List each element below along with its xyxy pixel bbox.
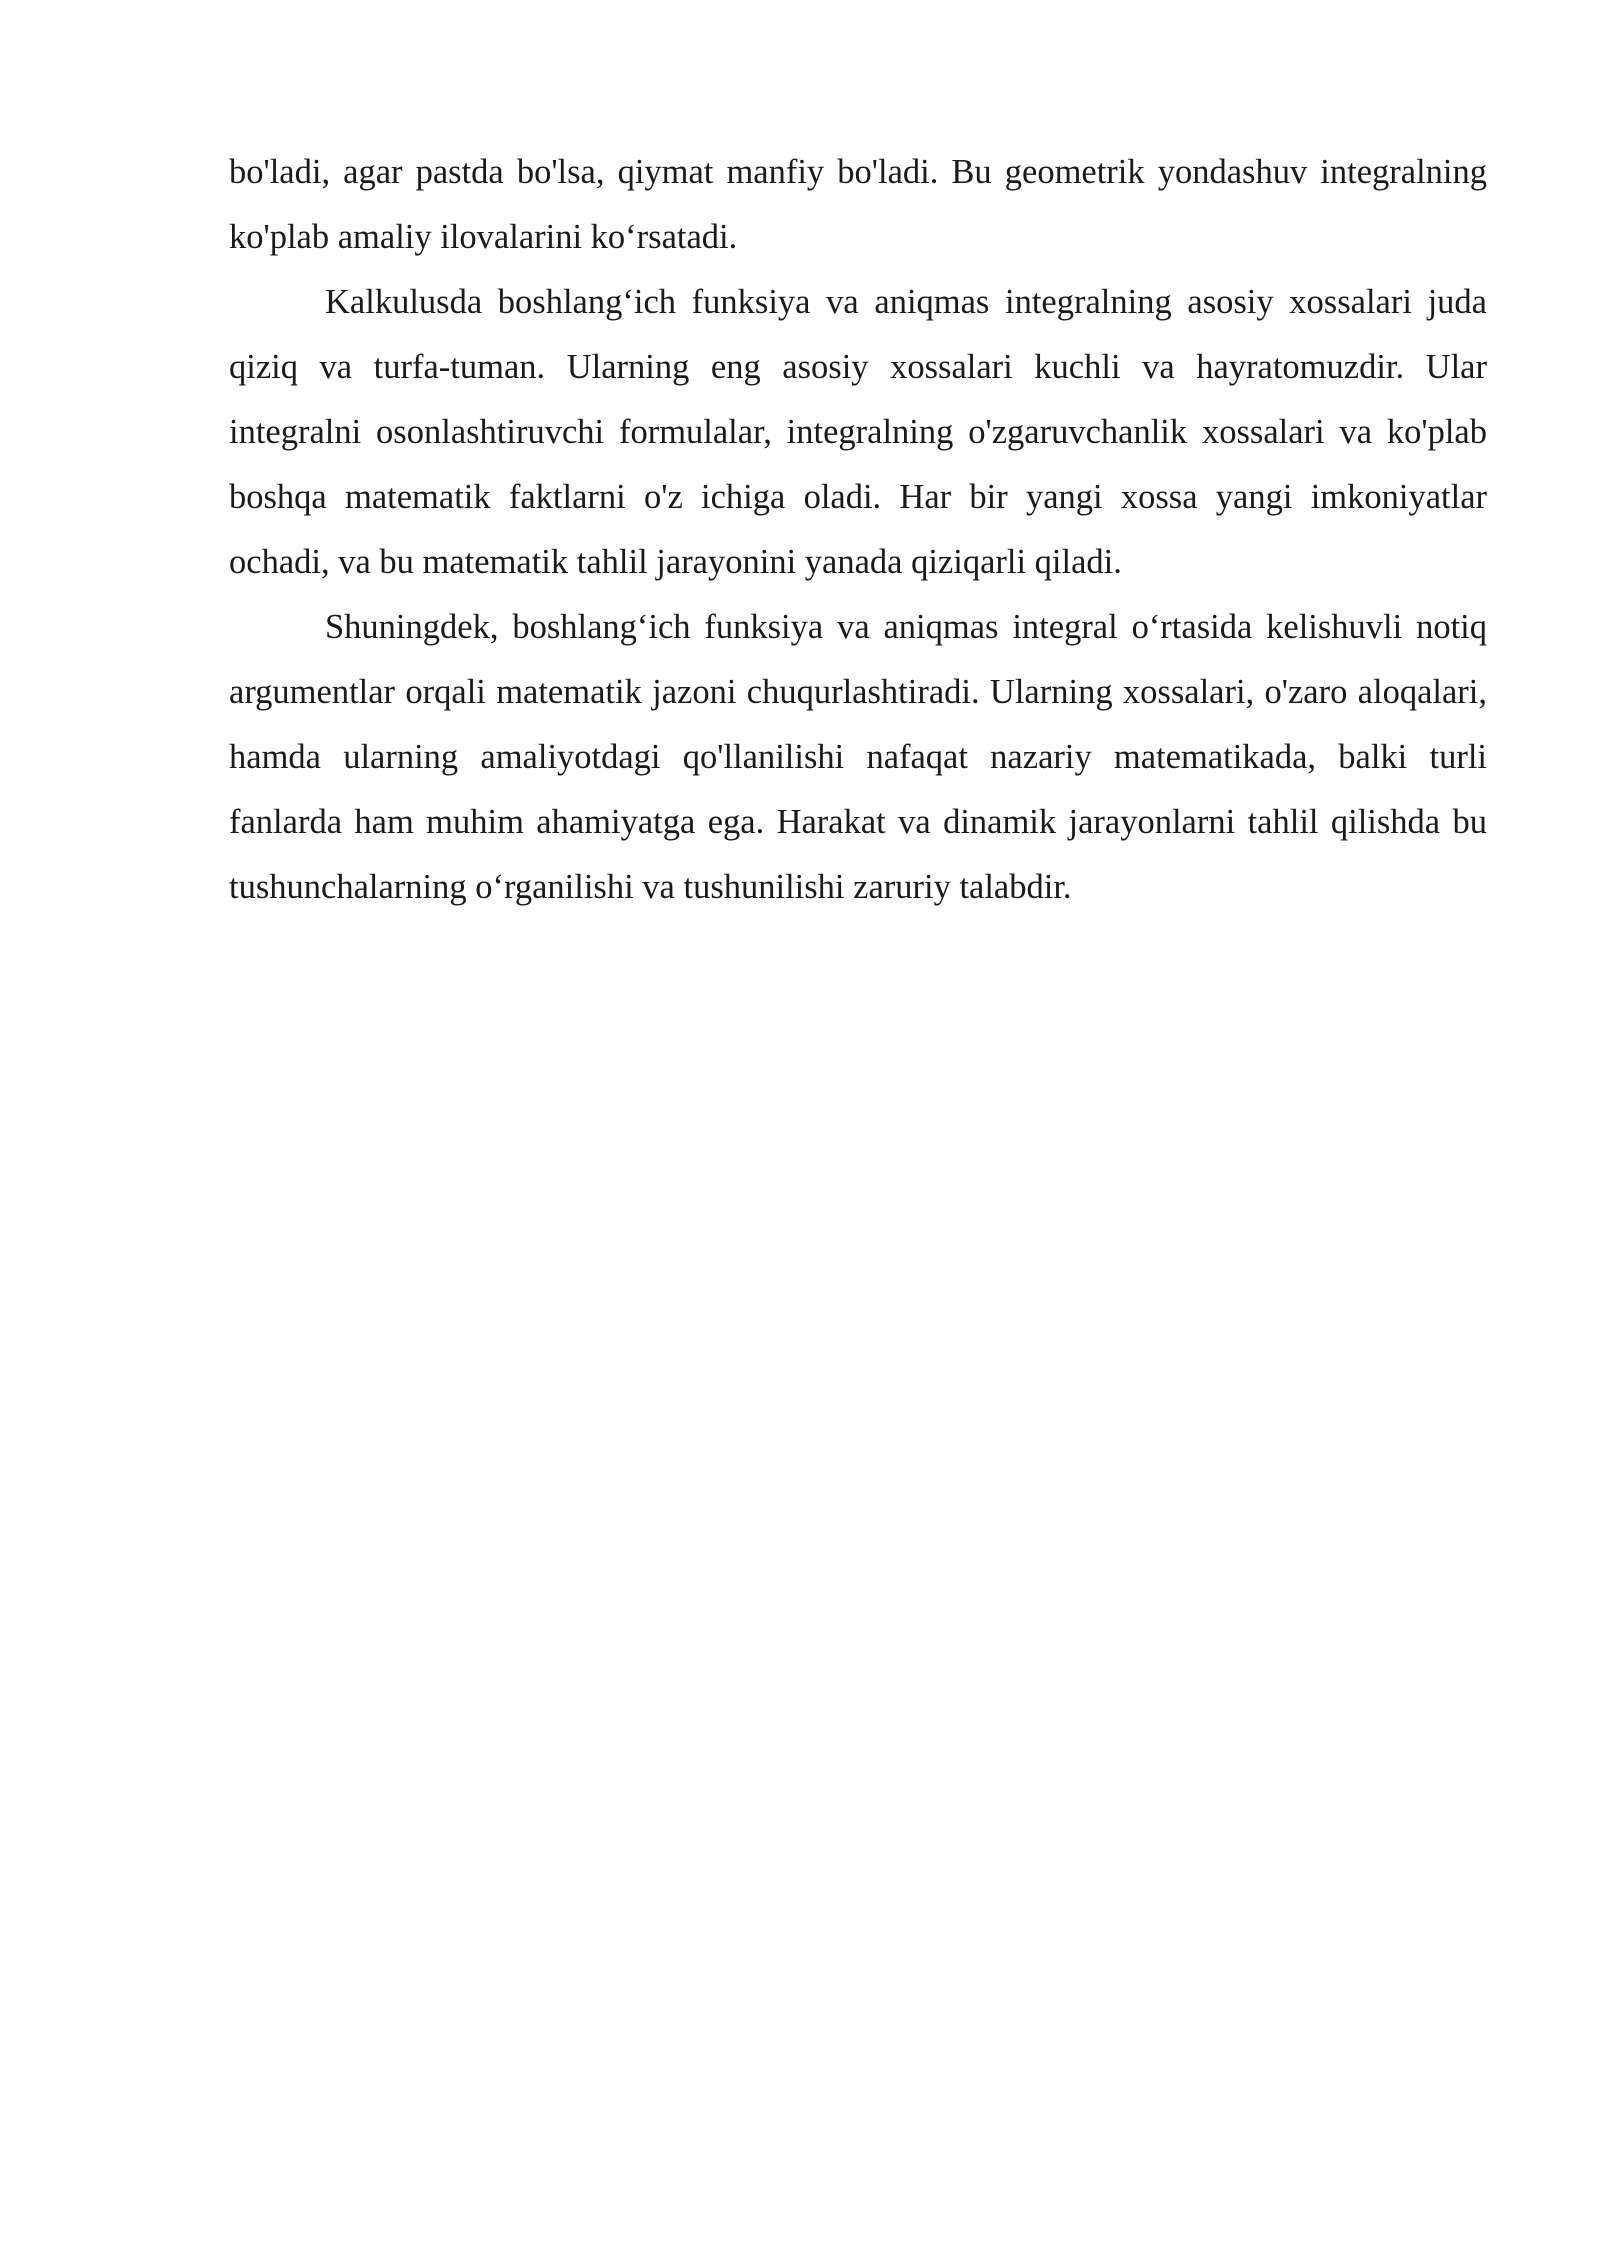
paragraph-conclusion: Shuningdek, boshlang‘ich funksiya va aniqmas integral o‘rtasida kelishuvli notiq argumentlar orqali matematik jazoni chuqurlashtiradi. Ularning xossalari, o'zaro aloqalari, hamda ularning amaliyotdagi qo'llanilishi nafaqat nazariy matematikada, balki turli fanlarda ham muhim ahamiyatga ega. Harakat va dinamik jarayonlarni tahlil qilishda bu tushunchalarning o‘rganilishi va tushunilishi zaruriy talabdir. <box>229 608 1487 906</box>
paragraph-properties: Kalkulusda boshlang‘ich funksiya va aniqmas integralning asosiy xossalari juda qiziq va turfa-tuman. Ularning eng asosiy xossalari kuchli va hayratomuzdir. Ular integralni osonlashtiruvchi formulalar, integralning o'zgaruvchanlik xossalari va ko'plab boshqa matematik faktlarni o'z ichiga oladi. Har bir yangi xossa yangi imkoniyatlar ochadi, va bu matematik tahlil jarayonini yanada qiziqarli qiladi. <box>229 283 1487 581</box>
document-body <box>229 140 1487 920</box>
paragraph-continuation: bo'ladi, agar pastda bo'lsa, qiymat manfiy bo'ladi. Bu geometrik yondashuv integralning ko'plab amaliy ilovalarini ko‘rsatadi. <box>229 153 1487 256</box>
